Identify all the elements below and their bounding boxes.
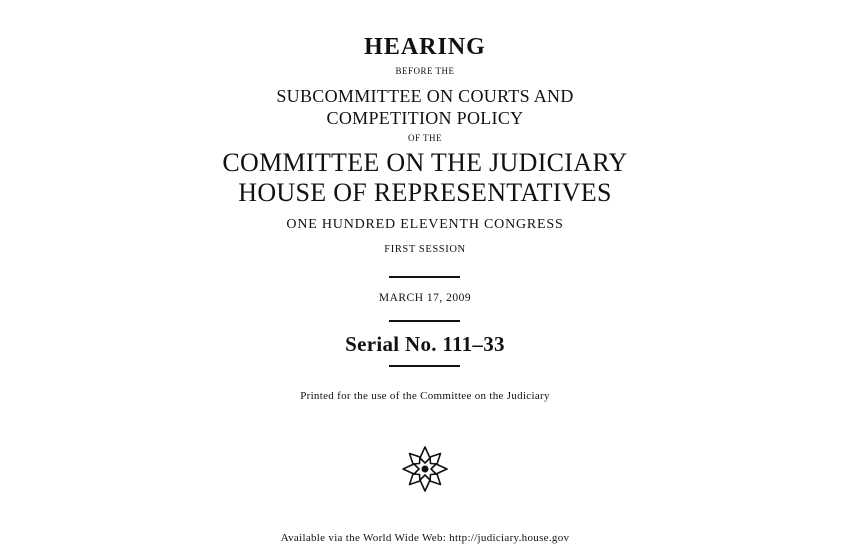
committee-name-line1: COMMITTEE ON THE JUDICIARY (222, 148, 628, 177)
subcommittee-name-line1: SUBCOMMITTEE ON COURTS AND (276, 86, 574, 106)
availability-note: Available via the World Wide Web: http://judiciary.house.gov (280, 532, 570, 544)
of-the-label: OF THE (407, 133, 443, 143)
serial-number: Serial No. 111–33 (345, 332, 505, 356)
hearing-date: MARCH 17, 2009 (378, 292, 472, 304)
divider-rule (389, 365, 460, 367)
committee-name-line2: HOUSE OF REPRESENTATIVES (238, 178, 612, 207)
hearing-title: HEARING (364, 34, 486, 60)
subcommittee-name-line2: COMPETITION POLICY (326, 108, 524, 128)
congress-label: ONE HUNDRED ELEVENTH CONGRESS (286, 217, 564, 232)
divider-rule (389, 320, 460, 322)
divider-rule (389, 276, 460, 278)
printed-for-note: Printed for the use of the Committee on the Judiciary (300, 390, 550, 402)
before-the-label: BEFORE THE (395, 66, 455, 76)
gpo-ornament-icon (400, 444, 450, 494)
session-label: FIRST SESSION (384, 244, 466, 255)
